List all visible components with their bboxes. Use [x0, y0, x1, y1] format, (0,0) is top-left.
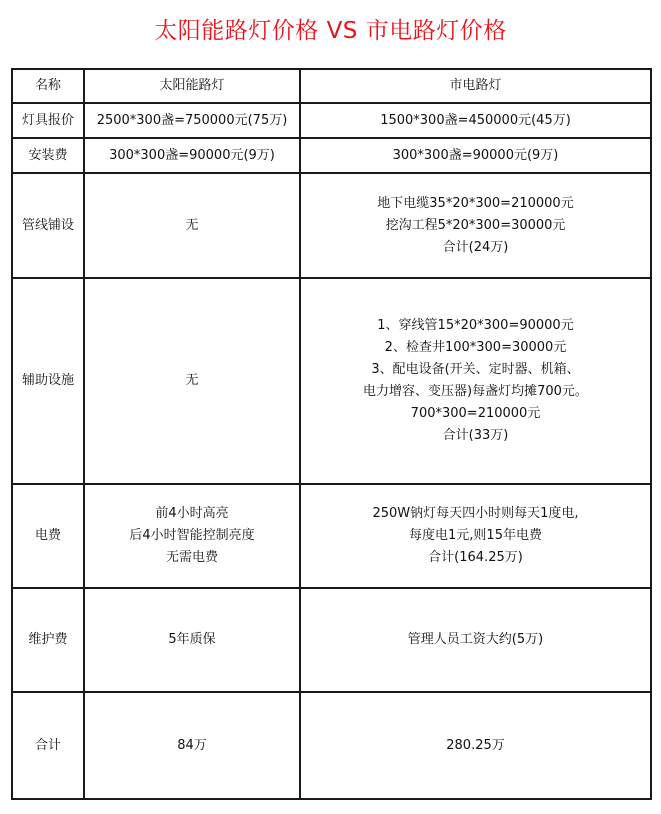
solar-cell	[84, 692, 300, 799]
row-label: 安装费	[12, 138, 84, 173]
grid-cell	[300, 138, 651, 173]
solar-cell-line: 2500*300盏=750000元(75万)	[96, 112, 288, 128]
table-row-cabling	[12, 173, 651, 278]
grid-cell	[300, 173, 651, 278]
grid-cell-line: 700*300=210000元	[410, 406, 541, 421]
table-row-maintenance	[12, 588, 651, 692]
row-label: 维护费	[12, 588, 84, 692]
grid-cell-line: 2、检查井100*300=30000元	[384, 340, 567, 355]
header-grid-cell: 市电路灯	[300, 69, 651, 103]
grid-cell-line: 管理人员工资大约(5万)	[407, 632, 544, 647]
grid-cell-line: 280.25万	[446, 737, 505, 753]
grid-cell-line: 合计(164.25万)	[428, 550, 523, 565]
grid-cell-line: 合计(33万)	[442, 428, 509, 443]
row-label: 合计	[12, 692, 84, 799]
row-label: 灯具报价	[12, 103, 84, 138]
solar-cell	[84, 173, 300, 278]
solar-cell-line: 无	[185, 217, 199, 233]
grid-cell-line: 300*300盏=90000元(9万)	[392, 147, 559, 163]
table-row-installation	[12, 138, 651, 173]
table-row-auxiliary	[12, 278, 651, 484]
solar-cell	[84, 588, 300, 692]
solar-cell	[84, 103, 300, 138]
grid-cell-line: 3、配电设备(开关、定时器、机箱、	[371, 362, 580, 377]
page-title: 太阳能路灯价格 VS 市电路灯价格	[154, 18, 507, 44]
grid-cell	[300, 692, 651, 799]
table-header-row	[12, 69, 651, 103]
solar-cell	[84, 484, 300, 588]
row-label: 管线铺设	[12, 173, 84, 278]
row-label: 辅助设施	[12, 278, 84, 484]
solar-cell-line: 后4小时智能控制亮度	[129, 528, 255, 543]
grid-cell-line: 挖沟工程5*20*300=30000元	[385, 217, 566, 233]
grid-cell-line: 合计(24万)	[442, 239, 509, 255]
grid-cell-line: 地下电缆35*20*300=210000元	[377, 195, 574, 211]
table-row-total	[12, 692, 651, 799]
grid-cell	[300, 103, 651, 138]
solar-cell-line: 前4小时高亮	[155, 506, 229, 521]
price-comparison-table	[11, 68, 652, 800]
table-row-electricity	[12, 484, 651, 588]
grid-cell	[300, 278, 651, 484]
grid-cell-line: 250W钠灯每天四小时则每天1度电,	[372, 506, 579, 521]
solar-cell	[84, 278, 300, 484]
grid-cell-line: 电力增容、变压器)每盏灯均摊700元。	[363, 384, 588, 399]
header-solar-cell: 太阳能路灯	[84, 69, 300, 103]
row-label: 电费	[12, 484, 84, 588]
solar-cell	[84, 138, 300, 173]
grid-cell-line: 每度电1元,则15年电费	[409, 528, 542, 543]
solar-cell-line: 300*300盏=90000元(9万)	[109, 147, 275, 163]
grid-cell	[300, 484, 651, 588]
header-name-cell: 名称	[12, 69, 84, 103]
solar-cell-line: 无	[185, 373, 199, 388]
grid-cell	[300, 588, 651, 692]
solar-cell-line: 84万	[177, 737, 207, 753]
solar-cell-line: 无需电费	[165, 550, 218, 565]
table-row-fixture-price	[12, 103, 651, 138]
solar-cell-line: 5年质保	[168, 632, 216, 647]
grid-cell-line: 1、穿线管15*20*300=90000元	[377, 318, 574, 333]
grid-cell-line: 1500*300盏=450000元(45万)	[380, 112, 571, 128]
